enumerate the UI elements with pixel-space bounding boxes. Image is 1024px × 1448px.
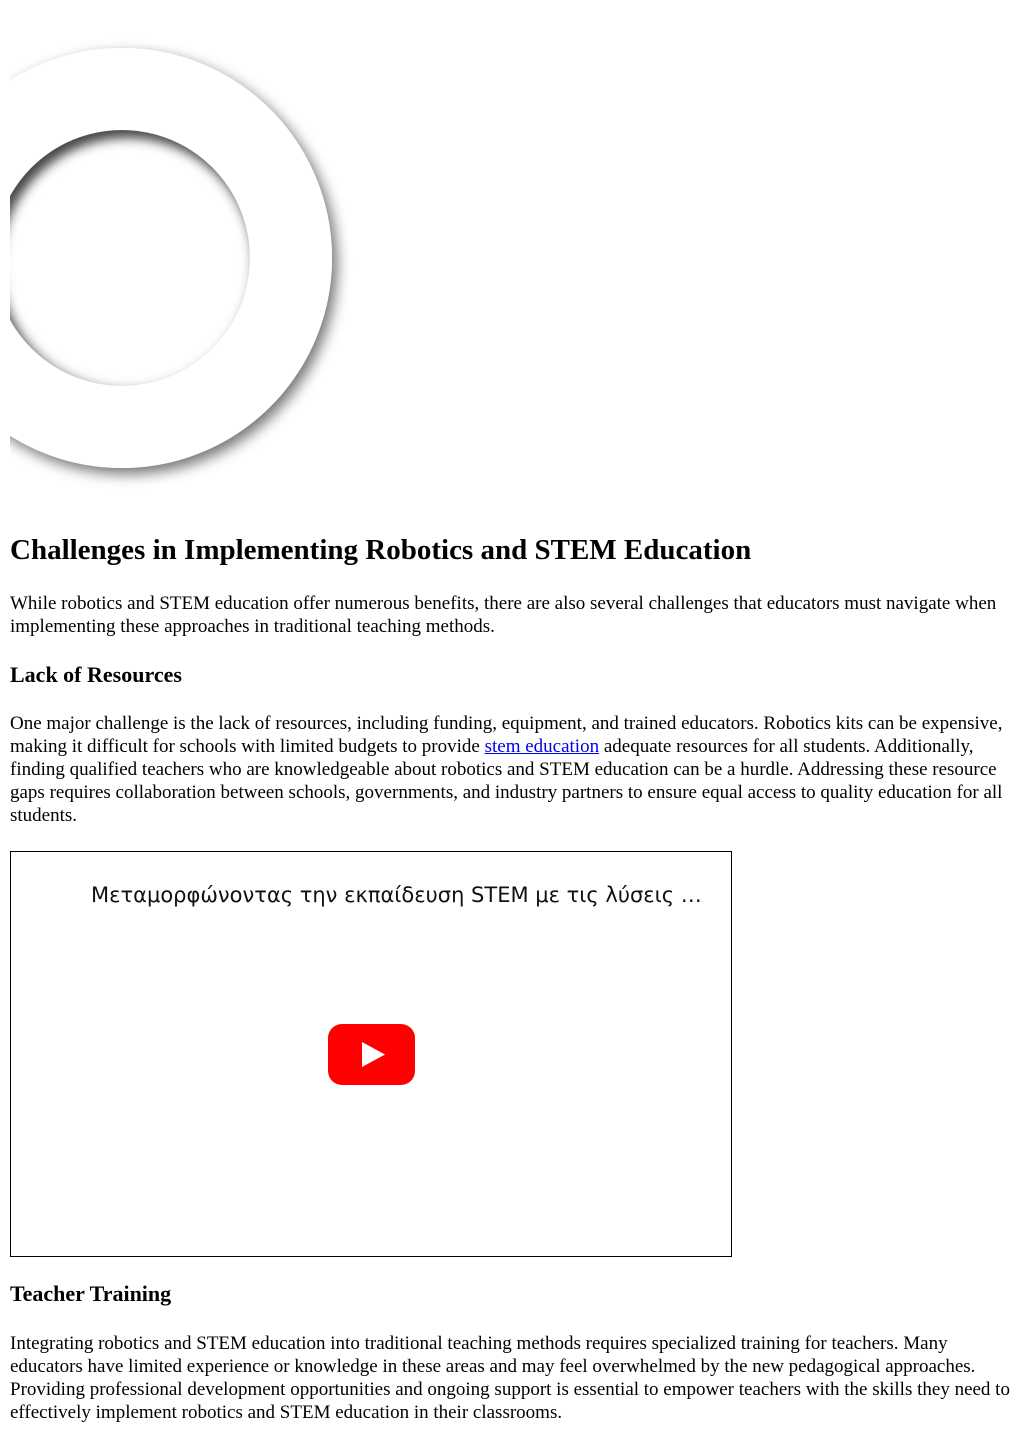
play-button[interactable] xyxy=(328,1024,415,1085)
section-heading-teacher-training: Teacher Training xyxy=(10,1281,172,1307)
resources-text-after-link: adequate resources for all students. Additionally, finding qualified teachers who are knowledgeable about robotics and STEM education can be a hurdle. Addressing these resource gaps requires collaboration between schools, governments, and industry partners to ensure equal access to quality education for all students. xyxy=(10,736,1003,827)
stem-education-link[interactable]: stem education xyxy=(484,736,600,758)
resources-paragraph xyxy=(10,712,1014,827)
youtube-play-icon[interactable] xyxy=(328,1024,415,1085)
video-embed[interactable] xyxy=(10,851,732,1257)
section-heading-resources: Lack of Resources xyxy=(10,661,182,687)
teacher-training-paragraph: Integrating robotics and STEM education into traditional teaching methods requires specialized training for teachers. Many educators have limited experience or knowledge in these areas and may feel overwhelmed by the new pedagogical approaches. Providing professional development opportunities and ongoing support is essential to empower teachers with the skills they need to effectively implement robotics and STEM education in their classrooms. xyxy=(10,1332,1010,1423)
article xyxy=(10,533,1014,1448)
decorative-ring-image xyxy=(10,30,370,510)
intro-paragraph: While robotics and STEM education offer numerous benefits, there are also several challenges that educators must navigate when implementing these approaches in traditional teaching methods. xyxy=(10,592,997,637)
video-title[interactable]: Μεταμορφώνοντας την εκπαίδευση STEM με τις λύσεις … xyxy=(91,883,702,908)
ring-graphic xyxy=(10,30,370,510)
resources-text-before-link: One major challenge is the lack of resources, including funding, equipment, and trained educators. Robotics kits can be expensive, making it difficult for schools with limited budgets to provide xyxy=(10,713,1003,758)
article-heading: Challenges in Implementing Robotics and STEM Education xyxy=(10,534,752,566)
